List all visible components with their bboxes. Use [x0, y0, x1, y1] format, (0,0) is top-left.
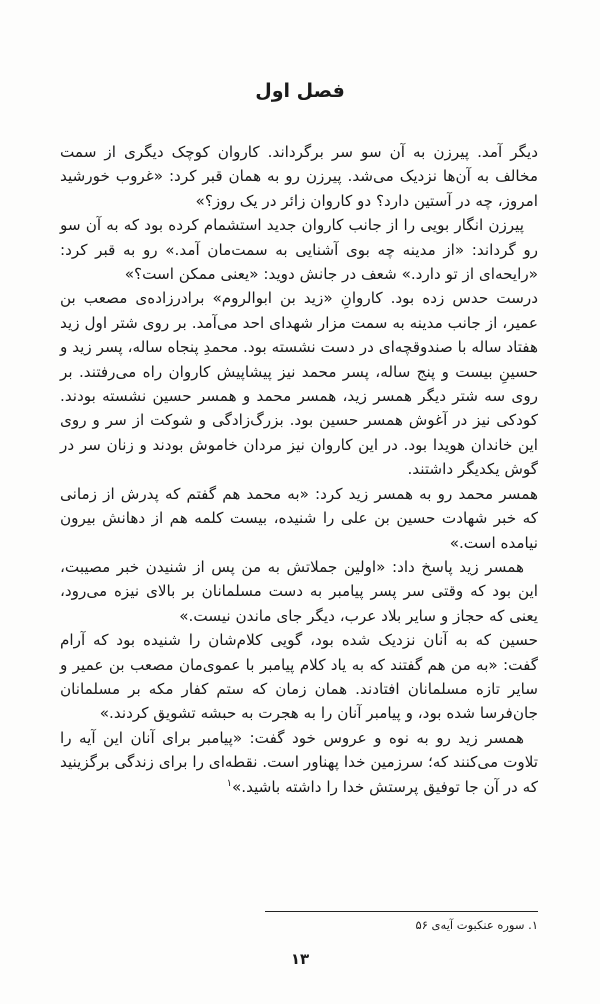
paragraph-4: همسر محمد رو به همسر زید کرد: «به محمد هم گفتم که پدرش از زمانی که خبر شهادت حسین بن علی را شنیده، بیست کلمه هم از دهانش بیرون نیامده است.» — [60, 484, 538, 552]
paragraph-6: حسین که به آنان نزدیک شده بود، گویی کلام‌شان را شنیده بود که آرام گفت: «به من هم گفتند که به یاد کلام پیامبر با عموی‌مان مصعب بن عمیر و سایر تازه مسلمانان افتادند. همان زمان که ستم کفار مکه بر مسلمانان جان‌فرسا شده بود، و پیامبر آنان را به هجرت به حبشه تشویق کردند.» — [60, 631, 538, 723]
paragraph-7 — [60, 726, 538, 799]
footnote-reference: ۱ — [226, 777, 232, 789]
body-text — [60, 140, 538, 799]
page-number: ۱۳ — [290, 950, 310, 968]
footnote-divider — [265, 911, 538, 912]
paragraph-5: همسر زید پاسخ داد: «اولین جملاتش به من پس از شنیدن خبر مصیبت، این بود که وقتی سر پسر پیامبر به دست مسلمانان بر بالای نیزه می‌رود، یعنی که حجاز و سایر بلاد عرب، دیگر جای ماندن نیست.» — [60, 557, 538, 625]
paragraph-2: پیرزن انگار بویی را از جانب کاروان جدید استشمام کرده بود که به آن سو رو گرداند: «از مدینه چه بوی آشنایی به سمت‌مان آمد.» رو به قبر کرد: «رایحه‌ای از تو دارد.» شعف در جانش دوید: «یعنی ممکن است؟» — [60, 216, 538, 284]
paragraph-7-text: همسر زید رو به نوه و عروس خود گفت: «پیامبر برای آنان این آیه را تلاوت می‌کنند که؛ سرزمین خدا پهناور است. نقطه‌ای را برای زندگی برگزینید که در آن جا توفیق پرستش خدا را داشته باشید.» — [60, 728, 538, 796]
paragraph-1: دیگر آمد. پیرزن به آن سو سر برگرداند. کاروان کوچک دیگری از سمت مخالف به آن‌ها نزدیک می‌شد. پیرزن رو به همان قبر کرد: «غروب خورشید امروز، چه در آستین دارد؟ دو کاروان زائر در یک روز؟» — [60, 143, 538, 210]
footnote: ۱. سوره عنکبوت آیه‌ی ۵۶ — [415, 918, 538, 932]
paragraph-3: درست حدس زده بود. کاروانِ «زید بن ابوالروم» برادرزاده‌ی مصعب بن عمیر، از جانب مدینه به سمت مزار شهدای احد می‌آمد. بر روی شتر اول زید هفتاد ساله با صندوقچه‌ای در دست نشسته بود. محمدِ پنجاه ساله، پسر زید و حسینِ بیست و پنج ساله، پسر محمد نیز پیشاپیش کاروان راه می‌رفتند. بر روی سه شتر دیگر همسر زید، همسر محمد و همسر حسین نشسته بودند. کودکی نیز در آغوش همسر حسین بود. بزرگ‌زادگی و شوکت از سر و روی این خاندان هویدا بود. در این کاروان نیز مردان خاموش بودند و زنان سر در گوش یکدیگر داشتند. — [60, 289, 538, 479]
chapter-title: فصل اول — [255, 80, 345, 102]
